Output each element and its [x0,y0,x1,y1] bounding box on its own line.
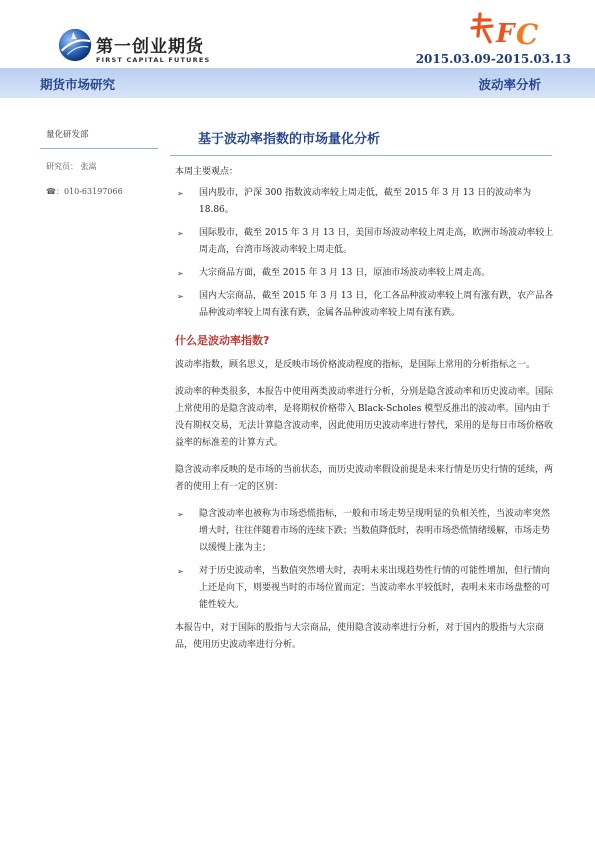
list-item [175,563,555,614]
company-name-cn: 第一创业期货 [96,37,204,57]
list-item [175,506,555,557]
list-item [175,185,555,219]
analyst-name: 研究员： 张嵩 [46,162,97,171]
banner-topic: 波动率分析 [478,77,541,92]
paragraph: 隐含波动率反映的是市场的当前状态，而历史波动率假设前提是未来行情是历史行情的延续，两者的使用上有一定的区别： [175,465,554,492]
list-item [175,288,555,322]
section-heading: 什么是波动率指数? [175,334,270,347]
arrow-bullet-icon: ➢ [177,510,184,519]
closing-paragraph: 本报告中，对于国际的股指与大宗商品，使用隐含波动率进行分析，对于国内的股指与大宗商品，使用历史波动率进行分析。 [175,623,545,650]
point-text: 国内股市，沪深 300 指数波动率较上周走低，截至 2015 年 3 月 13 日的波动率为 18.86。 [199,188,532,215]
point-text: 国内大宗商品，截至 2015 年 3 月 13 日，化工各品种波动率较上周有涨有跌，农产品各品种波动率较上周有涨有跌，金属各品种波动率较上周有涨有跌。 [199,291,554,318]
arrow-bullet-icon: ➢ [177,189,184,198]
date-range: 2015.03.09-2015.03.13 [415,52,571,66]
arrow-bullet-icon: ➢ [177,292,184,301]
list-item [175,265,555,282]
paragraph: 波动率的种类很多，本报告中使用两类波动率进行分析，分别是隐含波动率和历史波动率。国际上常使用的是隐含波动率，是将期权价格带入 Black-Scholes 模型反推出的波动率。国内由于没有期权交易，无法计算隐含波动率，因此使用历史波动率进行替代，采用的是每日市场价格收益率的标准差的计算方式。 [175,387,554,448]
phone-number: ☎：010-63197066 [46,187,123,196]
banner-category: 期货市场研究 [40,77,116,92]
volatility-types-list [175,506,555,614]
point-text: 国际股市，截至 2015 年 3 月 13 日，美国市场波动率较上周走高，欧洲市场波动率较上周走高，台湾市场波动率较上周走低。 [199,228,554,255]
company-logo [56,26,216,72]
paragraph: 波动率指数，顾名思义，是反映市场价格波动程度的指标，是国际上常用的分析指标之一。 [175,360,536,370]
section-banner [0,68,595,98]
report-header [170,128,552,156]
fc-brand-mark-icon [470,10,550,50]
svg-text:C: C [516,18,539,50]
list-item [175,225,555,259]
report-title: 基于波动率指数的市场量化分析 [170,128,552,156]
point-text: 大宗商品方面，截至 2015 年 3 月 13 日，原油市场波动率较上周走高。 [199,268,491,278]
key-points-list [175,185,555,322]
sidebar [40,128,158,197]
arrow-bullet-icon: ➢ [177,229,184,238]
svg-text:F: F [496,19,515,49]
report-body [175,164,555,664]
arrow-bullet-icon: ➢ [177,567,184,576]
globe-logo-icon [56,26,94,64]
arrow-bullet-icon: ➢ [177,269,184,278]
point-text: 隐含波动率也被称为市场恐慌指标，一般和市场走势呈现明显的负相关性，当波动率突然增大时，往往伴随着市场的连续下跌；当数值降低时，表明市场恐慌情绪缓解，市场走势以缓慢上涨为主； [199,509,551,553]
company-name-en: FIRST CAPITAL FUTURES [96,56,211,64]
department-label: 量化研发部 [40,128,158,149]
intro-text: 本周主要观点： [175,167,239,177]
point-text: 对于历史波动率，当数值突然增大时，表明未来出现趋势性行情的可能性增加，但行情向上还是向下，则要视当时的市场位置而定；当波动率水平较低时，表明未来市场盘整的可能性较大。 [199,566,551,610]
